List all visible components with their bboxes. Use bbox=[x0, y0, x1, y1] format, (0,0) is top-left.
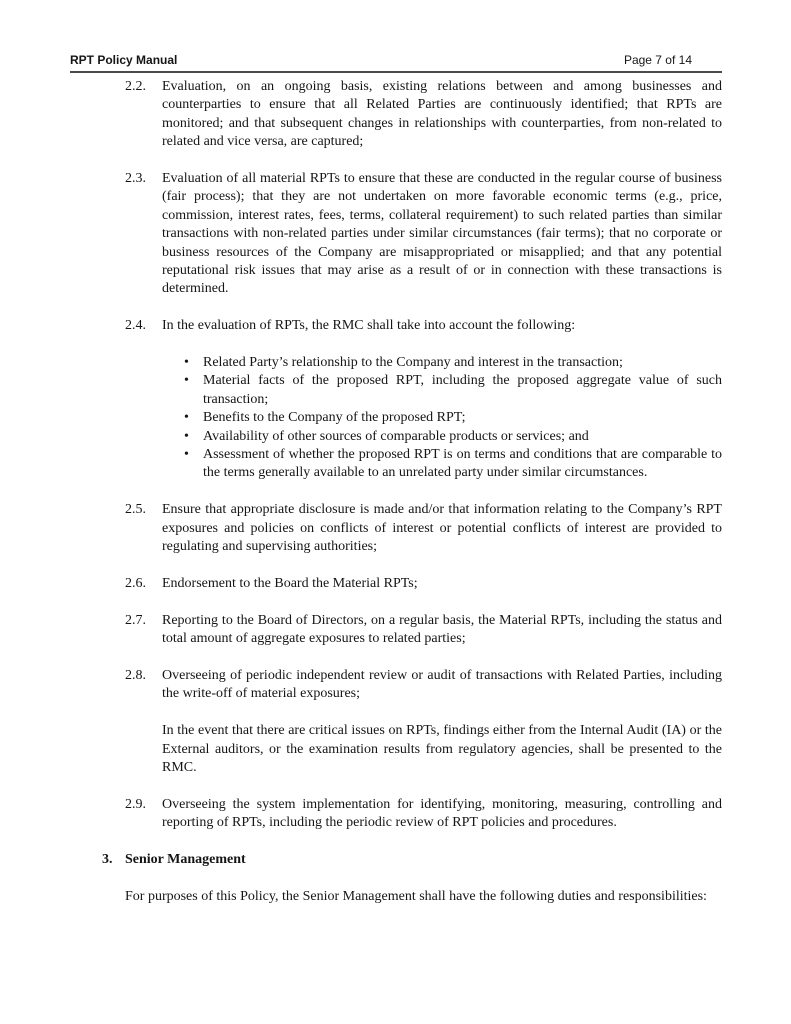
bullet-icon: • bbox=[184, 410, 189, 426]
item-number: 2.2. bbox=[125, 79, 146, 94]
page-header bbox=[70, 52, 722, 73]
item-number: 2.7. bbox=[125, 612, 146, 628]
item-text: Evaluation, on an ongoing basis, existing relations between and among businesses and counterparties to ensure that all Related Parties are continuously identified; that RPTs are monitored; and that subsequent changes in relationships with counterparties, from non-related to related and vice versa, are captured; bbox=[162, 79, 722, 150]
item-content bbox=[162, 667, 722, 777]
bullet-list bbox=[162, 354, 722, 483]
item-content bbox=[162, 170, 722, 299]
list-item bbox=[162, 409, 722, 427]
item-content bbox=[162, 501, 722, 556]
policy-item-2-8 bbox=[125, 667, 722, 777]
item-text: Ensure that appropriate disclosure is made and/or that information relating to the Company’s RPT exposures and policies on conflicts of interest or potential conflicts of interest are provided to regulating and supervising authorities; bbox=[162, 502, 722, 555]
section-number: 3. bbox=[102, 851, 113, 867]
item-number: 2.3. bbox=[125, 171, 146, 187]
item-text: Endorsement to the Board the Material RPTs; bbox=[162, 575, 418, 591]
list-item bbox=[162, 428, 722, 446]
item-text: Evaluation of all material RPTs to ensure that these are conducted in the regular course of business (fair process); that they are not undertaken on more favorable economic terms (e.g., price, commission, interest rates, fees, terms, collateral requirement) to such related parties than similar transactions with non-related parties under similar circumstances (fair terms); that no corporate or business resources of the Company are misappropriated or misapplied; and that any potential reputational risk issues that may arise as a result of or in connection with these transactions is determined. bbox=[162, 171, 722, 297]
policy-item-2-2 bbox=[125, 78, 722, 152]
item-number: 2.8. bbox=[125, 667, 146, 683]
bullet-text: Related Party’s relationship to the Company and interest in the transaction; bbox=[203, 355, 623, 371]
section-title: Senior Management bbox=[125, 851, 246, 867]
item-number: 2.5. bbox=[125, 502, 146, 518]
header-title: RPT Policy Manual bbox=[70, 53, 178, 67]
item-text: Overseeing of periodic independent review or audit of transactions with Related Parties, including the write-off of material exposures; bbox=[162, 667, 722, 702]
bullet-text: Availability of other sources of comparable products or services; and bbox=[203, 428, 589, 444]
bullet-text: Benefits to the Company of the proposed RPT; bbox=[203, 410, 466, 426]
bullet-icon: • bbox=[184, 428, 189, 444]
item-text: Overseeing the system implementation for identifying, monitoring, measuring, controlling and reporting of RPTs, including the periodic review of RPT policies and procedures. bbox=[162, 796, 722, 831]
item-text: In the evaluation of RPTs, the RMC shall take into account the following: bbox=[162, 318, 576, 334]
item-content bbox=[162, 612, 722, 649]
item-content bbox=[162, 796, 722, 833]
item-number: 2.9. bbox=[125, 796, 146, 812]
list-item bbox=[162, 372, 722, 409]
header-page-number: Page 7 of 14 bbox=[623, 53, 692, 67]
document-body bbox=[70, 78, 722, 906]
policy-item-2-3 bbox=[125, 170, 722, 299]
bullet-icon: • bbox=[184, 355, 189, 371]
policy-item-2-5 bbox=[125, 501, 722, 556]
item-number: 2.6. bbox=[125, 575, 146, 591]
policy-item-2-7 bbox=[125, 612, 722, 649]
bullet-icon: • bbox=[184, 447, 189, 463]
policy-item-2-6 bbox=[125, 575, 722, 593]
policy-item-2-9 bbox=[125, 796, 722, 833]
item-content bbox=[162, 317, 722, 483]
list-item bbox=[162, 446, 722, 483]
bullet-icon: • bbox=[184, 373, 189, 389]
bullet-text: Material facts of the proposed RPT, including the proposed aggregate value of such transaction; bbox=[203, 373, 722, 407]
bullet-text: Assessment of whether the proposed RPT is on terms and conditions that are comparable to the terms generally available to an unrelated party under similar circumstances. bbox=[203, 447, 722, 481]
item-content bbox=[162, 575, 722, 593]
item-content bbox=[162, 78, 722, 152]
header-row bbox=[70, 52, 722, 68]
list-item bbox=[162, 354, 722, 372]
item-text: Reporting to the Board of Directors, on a regular basis, the Material RPTs, including the status and total amount of aggregate exposures to related parties; bbox=[162, 612, 722, 647]
section-heading-senior-management bbox=[102, 851, 722, 869]
header-rule bbox=[70, 71, 722, 73]
item-number: 2.4. bbox=[125, 318, 146, 334]
item-continuation-paragraph: In the event that there are critical issues on RPTs, findings either from the Internal Audit (IA) or the External auditors, or the examination results from regulatory agencies, shall be presented to the RMC. bbox=[162, 723, 722, 775]
policy-item-2-4 bbox=[125, 317, 722, 483]
section-intro: For purposes of this Policy, the Senior Management shall have the following duties and responsibilities: bbox=[125, 888, 707, 904]
